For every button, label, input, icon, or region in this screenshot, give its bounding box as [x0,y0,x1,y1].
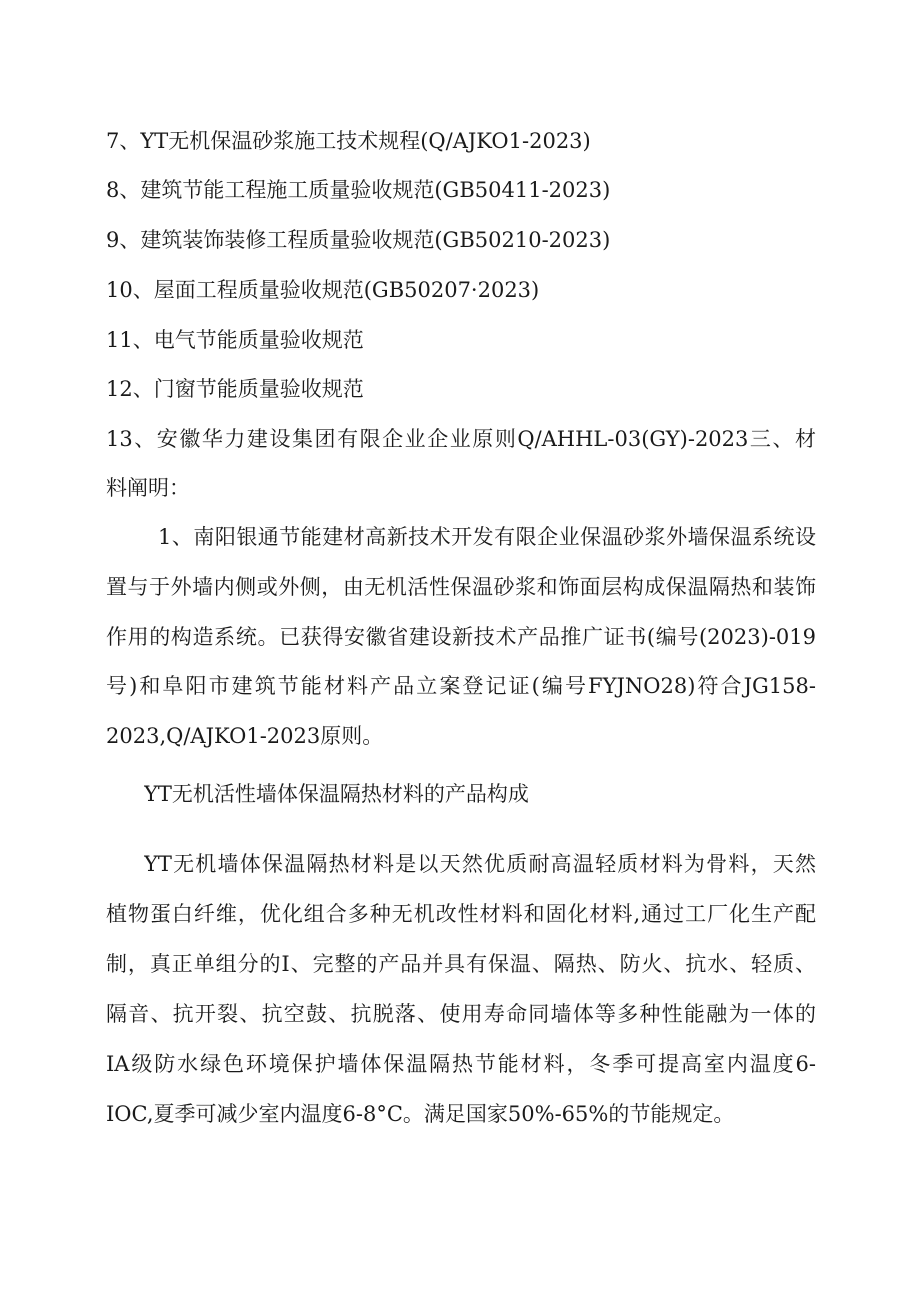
paragraph2-line-6: IOC,夏季可减少室内温度6-8°C。满足国家50%-65%的节能规定。 [106,1102,735,1126]
list-item-9: 9、建筑装饰装修工程质量验收规范(GB50210-2023) [106,228,611,252]
list-item-10: 10、屋面工程质量验收规范(GB50207·2023) [106,278,540,302]
paragraph2-line-4: 隔音、抗开裂、抗空鼓、抗脱落、使用寿命同墙体等多种性能融为一体的 [106,1002,816,1026]
paragraph1-line-2: 置与于外墙内侧或外侧，由无机活性保温砂浆和饰面层构成保温隔热和装饰 [106,575,816,599]
paragraph1-line-3: 作用的构造系统。已获得安徽省建设新技术产品推广证书(编号(2023)-019 [106,625,816,649]
paragraph2-line-3: 制，真正单组分的I、完整的产品并具有保温、隔热、防火、抗水、轻质、 [106,952,816,976]
list-item-7: 7、YT无机保温砂浆施工技术规程(Q/AJKO1-2023) [106,129,591,153]
list-item-8: 8、建筑节能工程施工质量验收规范(GB50411-2023) [106,178,611,202]
list-item-13-continued: 料阐明： [106,476,190,500]
list-item-12: 12、门窗节能质量验收规范 [106,377,364,401]
list-item-11: 11、电气节能质量验收规范 [106,328,364,352]
paragraph1-line-5: 2023,Q/AJKO1-2023原则。 [106,724,384,748]
paragraph1-line-1: 1、南阳银通节能建材高新技术开发有限企业保温砂浆外墙保温系统设 [158,525,816,549]
paragraph2-line-2: 植物蛋白纤维，优化组合多种无机改性材料和固化材料,通过工厂化生产配 [106,902,816,926]
paragraph1-line-4: 号)和阜阳市建筑节能材料产品立案登记证(编号FYJNO28)符合JG158- [106,674,816,698]
section-heading: YT无机活性墙体保温隔热材料的产品构成 [144,782,529,806]
paragraph2-line-1: YT无机墙体保温隔热材料是以天然优质耐高温轻质材料为骨料，天然 [144,852,816,876]
list-item-13: 13、安徽华力建设集团有限企业企业原则Q/AHHL-03(GY)-2023三、材 [106,427,816,451]
paragraph2-line-5: IA级防水绿色环境保护墙体保温隔热节能材料，冬季可提高室内温度6- [106,1052,816,1076]
